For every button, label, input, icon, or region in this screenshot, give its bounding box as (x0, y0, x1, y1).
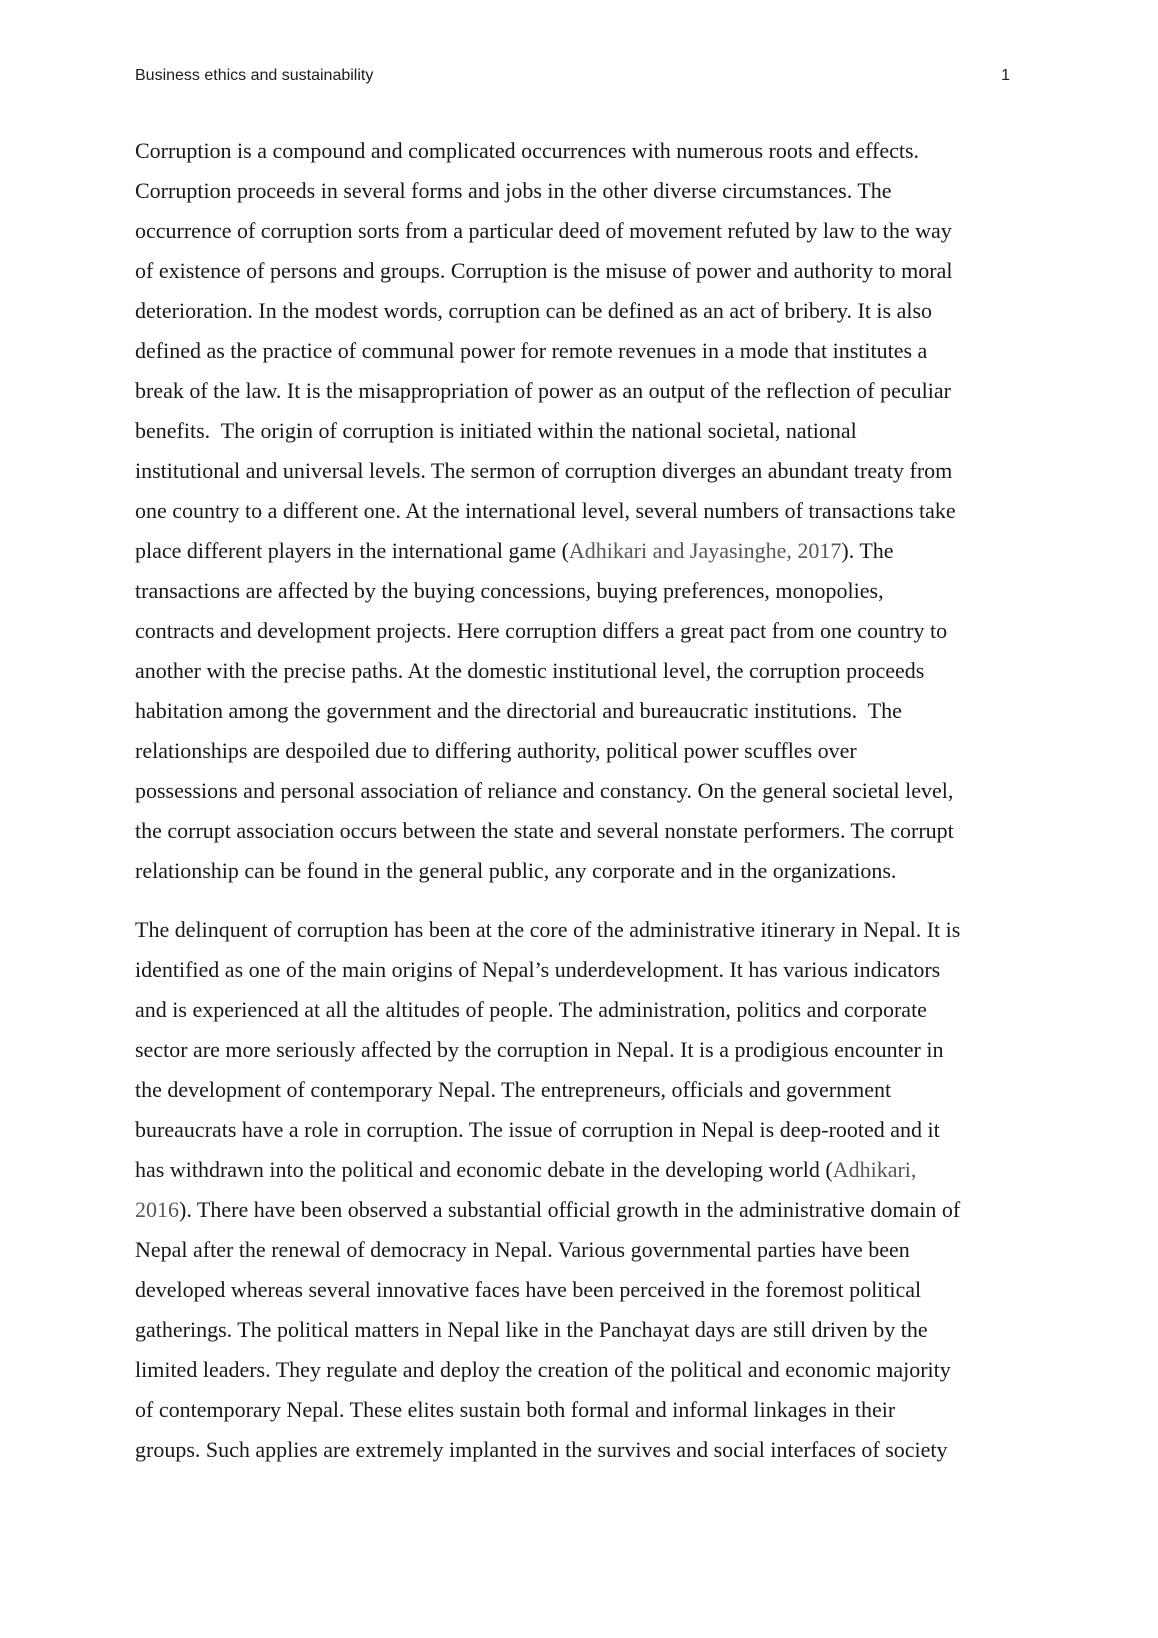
text-run: possessions and personal association of reliance and constancy. On the general societal level, (135, 778, 954, 803)
text-run: relationships are despoiled due to differing authority, political power scuffles over (135, 738, 857, 763)
text-run: defined as the practice of communal power for remote revenues in a mode that institutes a (135, 338, 928, 363)
text-line (135, 171, 1030, 211)
text-run: contracts and development projects. Here corruption differs a great pact from one country to (135, 618, 948, 643)
text-run: and is experienced at all the altitudes of people. The administration, politics and corporate (135, 997, 927, 1022)
text-run: The delinquent of corruption has been at the core of the administrative itinerary in Nepal. It is (135, 917, 961, 942)
text-line (135, 1270, 1030, 1310)
document-body (135, 131, 1030, 1470)
text-line (135, 451, 1030, 491)
text-run: transactions are affected by the buying concessions, buying preferences, monopolies, (135, 578, 884, 603)
text-line (135, 411, 1030, 451)
text-line (135, 291, 1030, 331)
text-run: sector are more seriously affected by the corruption in Nepal. It is a prodigious encounter in (135, 1037, 944, 1062)
text-line (135, 731, 1030, 771)
text-line (135, 950, 1030, 990)
text-run: Corruption is a compound and complicated occurrences with numerous roots and effects. (135, 138, 920, 163)
text-line (135, 851, 1030, 891)
text-run: occurrence of corruption sorts from a particular deed of movement refuted by law to the way (135, 218, 952, 243)
text-line (135, 1150, 1030, 1190)
text-line (135, 251, 1030, 291)
citation-text: Adhikari, (832, 1157, 917, 1182)
text-run: one country to a different one. At the international level, several numbers of transactions take (135, 498, 956, 523)
text-run: institutional and universal levels. The sermon of corruption diverges an abundant treaty from (135, 458, 953, 483)
text-run: limited leaders. They regulate and deploy the creation of the political and economic majority (135, 1357, 951, 1382)
text-line (135, 990, 1030, 1030)
running-head-title: Business ethics and sustainability (135, 67, 374, 84)
text-run: groups. Such applies are extremely implanted in the survives and social interfaces of society (135, 1437, 948, 1462)
text-line (135, 1310, 1030, 1350)
text-line (135, 1230, 1030, 1270)
text-line (135, 1070, 1030, 1110)
text-run: relationship can be found in the general public, any corporate and in the organizations. (135, 858, 897, 883)
text-run: of contemporary Nepal. These elites sustain both formal and informal linkages in their (135, 1397, 896, 1422)
citation-text: Adhikari and Jayasinghe, 2017 (568, 538, 842, 563)
text-run: another with the precise paths. At the domestic institutional level, the corruption proceeds (135, 658, 925, 683)
text-line (135, 771, 1030, 811)
citation-text: 2016 (135, 1197, 179, 1222)
text-line (135, 131, 1030, 171)
text-run: benefits. The origin of corruption is initiated within the national societal, national (135, 418, 857, 443)
text-line (135, 1110, 1030, 1150)
page-number: 1 (1001, 67, 1010, 84)
text-line (135, 371, 1030, 411)
text-line (135, 1190, 1030, 1230)
text-line (135, 691, 1030, 731)
text-run: gatherings. The political matters in Nepal like in the Panchayat days are still driven by the (135, 1317, 928, 1342)
text-line (135, 1430, 1030, 1470)
text-line (135, 1030, 1030, 1070)
text-run: the corrupt association occurs between the state and several nonstate performers. The corrupt (135, 818, 954, 843)
text-line (135, 1390, 1030, 1430)
text-run: habitation among the government and the directorial and bureaucratic institutions. The (135, 698, 902, 723)
text-run: Nepal after the renewal of democracy in Nepal. Various governmental parties have been (135, 1237, 910, 1262)
text-run: bureaucrats have a role in corruption. The issue of corruption in Nepal is deep-rooted and it (135, 1117, 940, 1142)
text-run: developed whereas several innovative faces have been perceived in the foremost political (135, 1277, 922, 1302)
text-run: Corruption proceeds in several forms and jobs in the other diverse circumstances. The (135, 178, 892, 203)
text-line (135, 1350, 1030, 1390)
page-header (135, 66, 1010, 86)
text-run: of existence of persons and groups. Corruption is the misuse of power and authority to moral (135, 258, 953, 283)
text-run: identified as one of the main origins of Nepal’s underdevelopment. It has various indicators (135, 957, 941, 982)
text-run: deterioration. In the modest words, corruption can be defined as an act of bribery. It is also (135, 298, 933, 323)
text-line (135, 611, 1030, 651)
text-line (135, 571, 1030, 611)
text-line (135, 910, 1030, 950)
text-line (135, 651, 1030, 691)
paragraph (135, 910, 1030, 1470)
text-run: has withdrawn into the political and economic debate in the developing world ( (135, 1157, 833, 1182)
text-line (135, 211, 1030, 251)
text-line (135, 811, 1030, 851)
paragraph (135, 131, 1030, 891)
text-run: place different players in the international game ( (135, 538, 569, 563)
text-run: ). There have been observed a substantial official growth in the administrative domain of (179, 1197, 961, 1222)
text-line (135, 331, 1030, 371)
text-run: ). The (841, 538, 894, 563)
text-run: the development of contemporary Nepal. The entrepreneurs, officials and government (135, 1077, 892, 1102)
text-line (135, 491, 1030, 531)
text-run: break of the law. It is the misappropriation of power as an output of the reflection of peculiar (135, 378, 951, 403)
text-line (135, 531, 1030, 571)
